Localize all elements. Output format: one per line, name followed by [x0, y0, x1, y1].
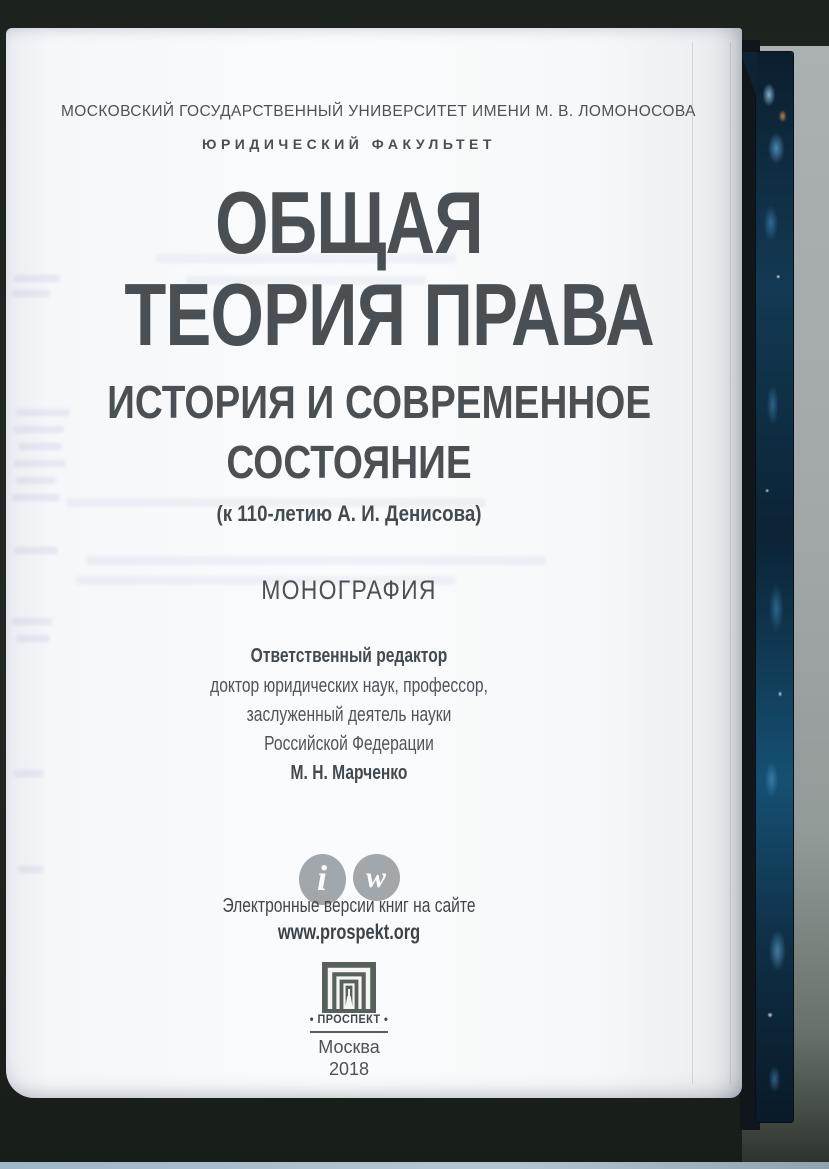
publisher-logo-wrap: [61, 962, 637, 1013]
prospekt-logo-icon: [322, 962, 376, 1013]
scanner-edge-strip: [0, 1162, 829, 1169]
publisher-rule: [310, 1031, 388, 1033]
show-through-mark: [14, 547, 58, 554]
show-through-mark: [18, 866, 44, 873]
editor-credentials-line: Российской Федерации: [264, 733, 434, 755]
show-through-mark: [14, 770, 44, 777]
info-icon: i: [299, 854, 346, 905]
book-subtitle-line-2: СОСТОЯНИЕ: [226, 436, 472, 488]
publisher-name: • ПРОСПЕКТ •: [309, 1012, 389, 1026]
editor-credentials-line: доктор юридических наук, профессор,: [210, 675, 488, 697]
show-through-mark: [14, 426, 64, 433]
show-through-mark: [12, 290, 50, 297]
editor-credentials-line: заслуженный деятель науки: [246, 704, 452, 726]
show-through-mark: [12, 618, 52, 625]
show-through-mark: [12, 494, 60, 501]
book-cover-edge: [756, 52, 793, 1122]
page-stack-edge: [730, 42, 731, 1084]
show-through-mark: [16, 477, 56, 484]
faculty-name: ЮРИДИЧЕСКИЙ ФАКУЛЬТЕТ: [202, 136, 496, 152]
show-through-mark: [16, 635, 50, 642]
book-title-line-1: ОБЩАЯ: [215, 173, 483, 272]
title-page-content: [61, 28, 696, 1098]
book-subtitle-line-1: ИСТОРИЯ И СОВРЕМЕННОЕ: [107, 376, 652, 428]
editor-name: М. Н. Марченко: [290, 762, 408, 784]
publication-city: Москва: [318, 1037, 380, 1057]
editor-heading: Ответственный редактор: [250, 645, 448, 667]
publisher-website: www.prospekt.org: [277, 921, 421, 944]
dedication-line: (к 110-летию А. И. Денисова): [216, 501, 482, 526]
publication-year: 2018: [328, 1059, 370, 1079]
show-through-mark: [14, 460, 66, 467]
show-through-mark: [14, 275, 60, 282]
publication-type-label: МОНОГРАФИЯ: [261, 575, 437, 605]
web-icon: w: [353, 854, 400, 901]
show-through-mark: [18, 443, 62, 450]
ebook-note: Электронные версии книг на сайте: [222, 895, 476, 917]
book-title-page: [6, 28, 742, 1098]
institution-name: МОСКОВСКИЙ ГОСУДАРСТВЕННЫЙ УНИВЕРСИТЕТ ИМЕНИ М. В. ЛОМОНОСОВА: [61, 103, 696, 120]
book-title-line-2: ТЕОРИЯ ПРАВА: [124, 265, 655, 364]
page-stack-edge: [692, 42, 693, 1084]
